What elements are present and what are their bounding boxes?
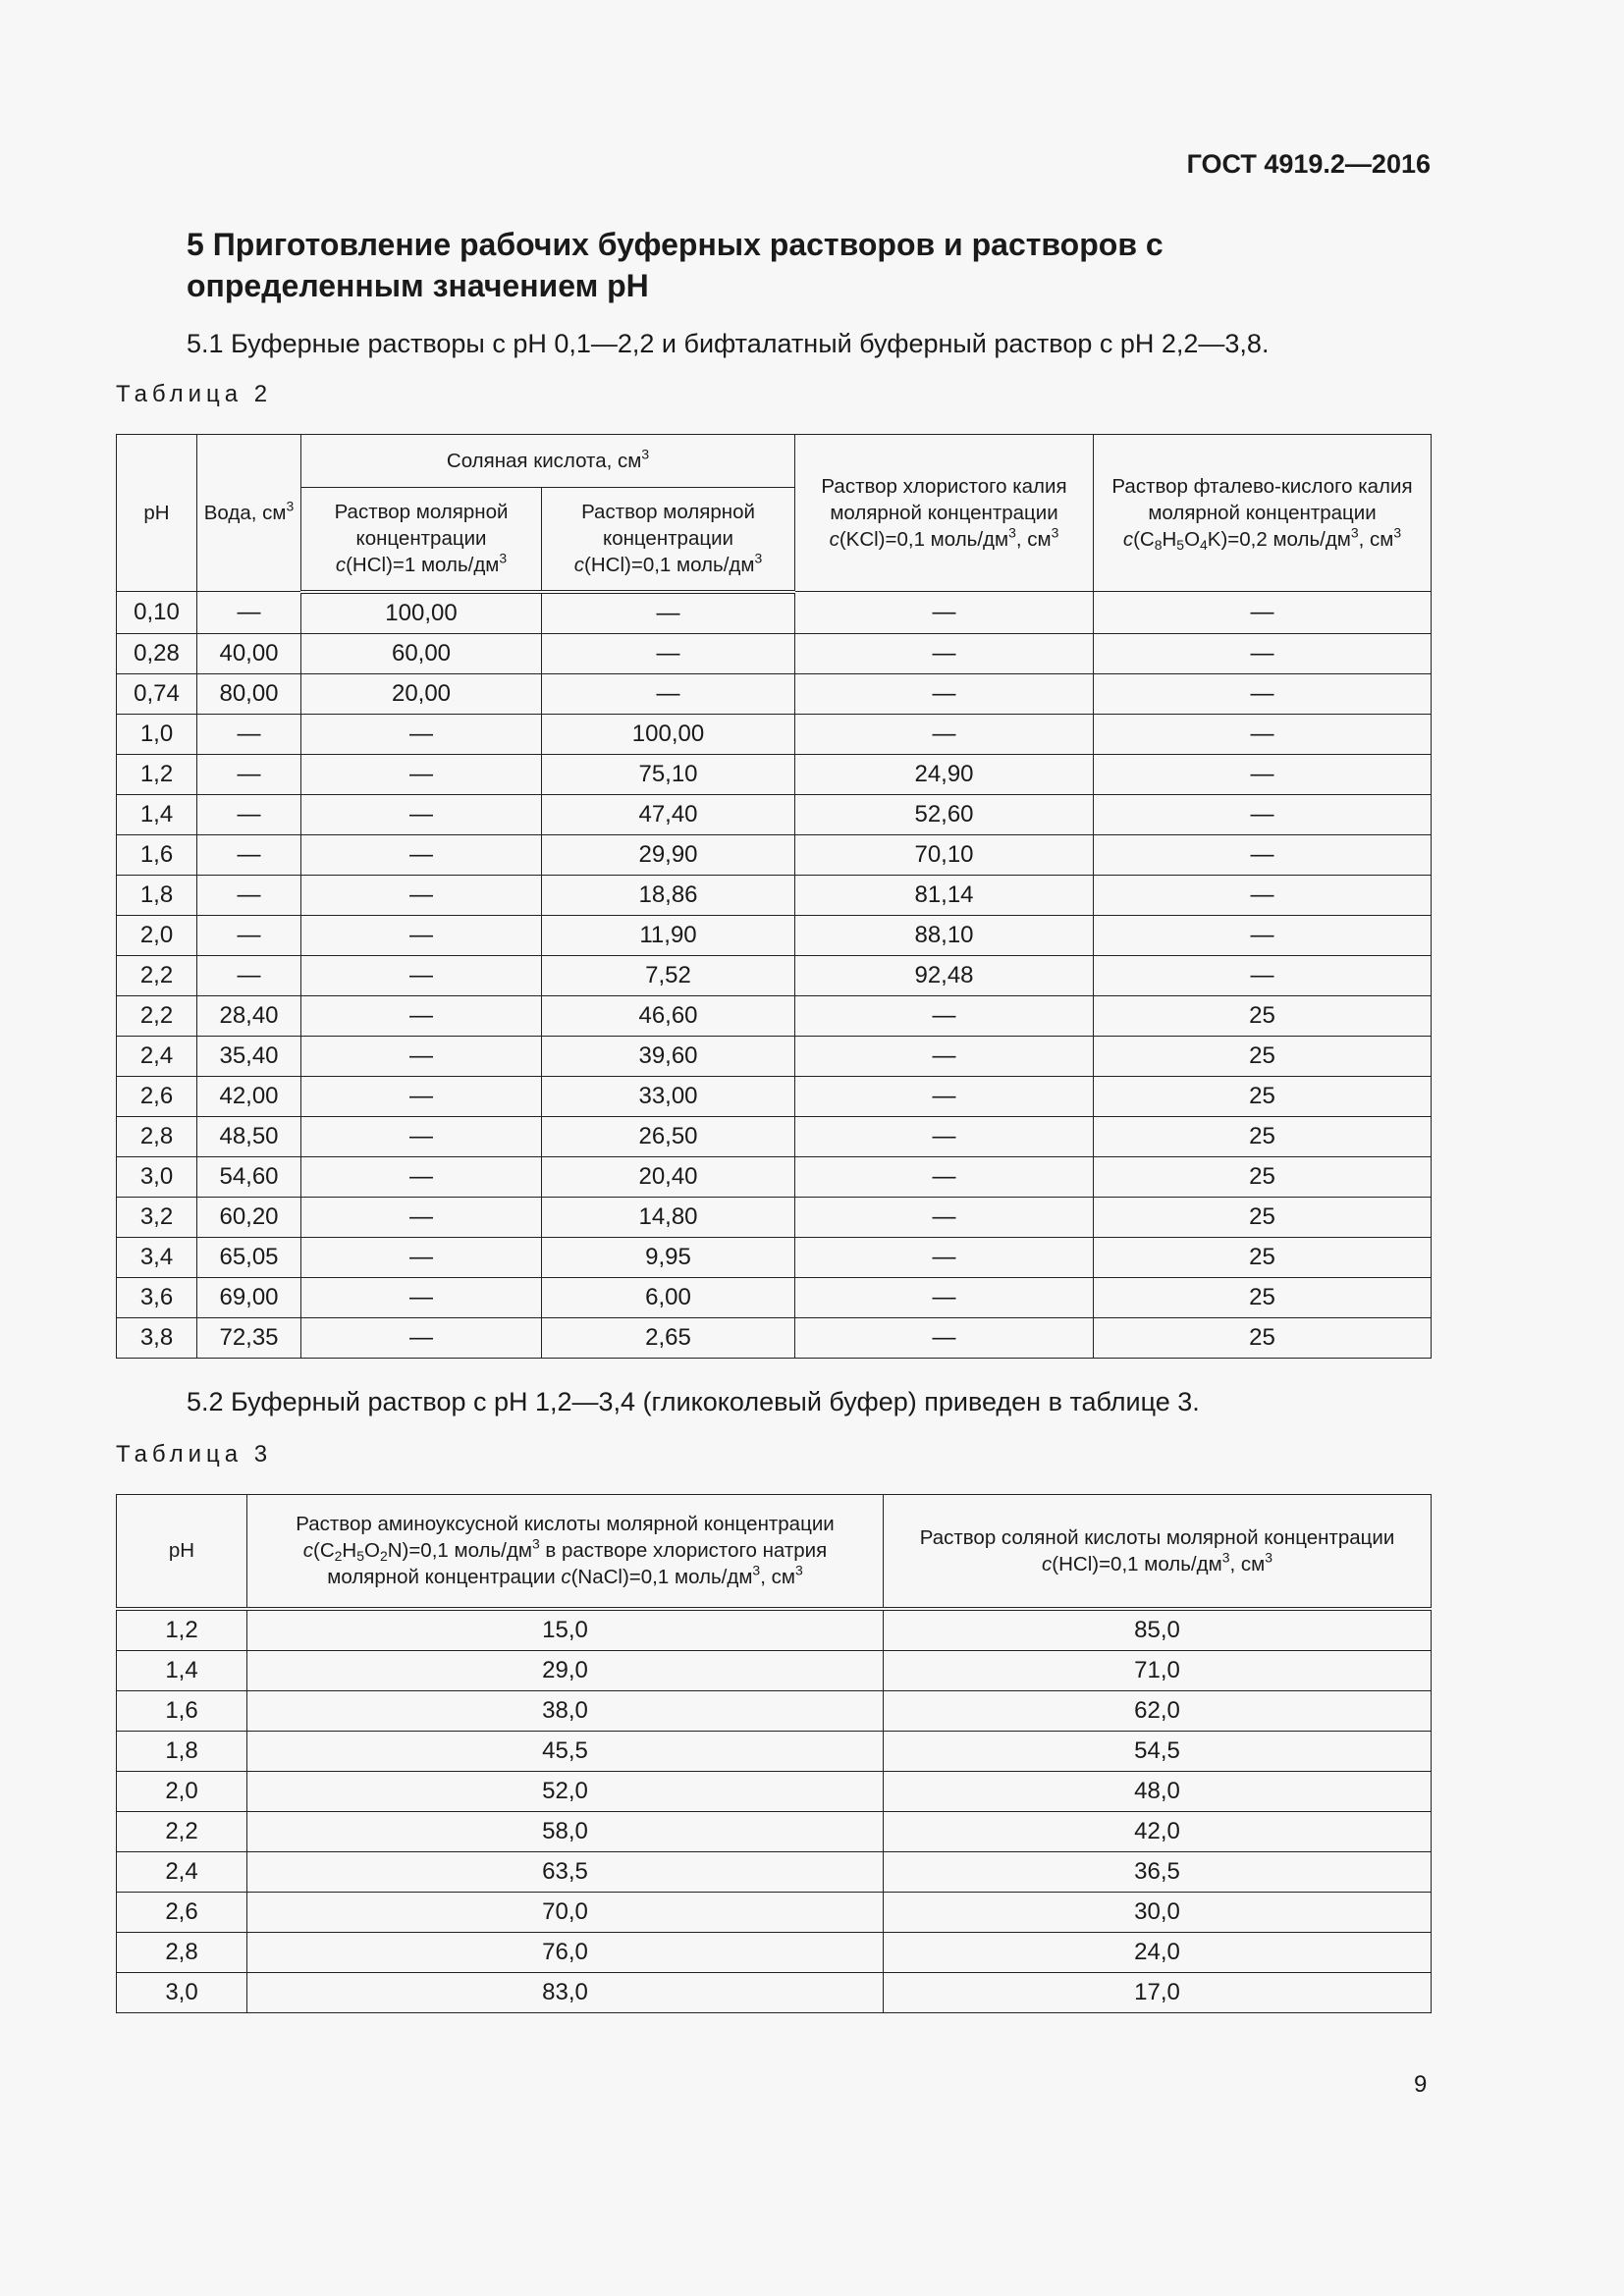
- table-3-cell: 2,6: [117, 1892, 247, 1932]
- table-3-cell: 24,0: [884, 1932, 1432, 1972]
- table-3-caption: Таблица 3: [116, 1441, 273, 1468]
- table-2-cell: —: [301, 1317, 542, 1358]
- table-2-cell: —: [301, 995, 542, 1036]
- table-2-cell: 25: [1094, 995, 1432, 1036]
- table-2-cell: 48,50: [197, 1116, 301, 1156]
- header-hcl-01: [542, 488, 795, 592]
- table-2-row: [117, 754, 1432, 794]
- table-2-cell: —: [197, 875, 301, 915]
- table-2-cell: —: [1094, 714, 1432, 754]
- table-2-cell: 46,60: [542, 995, 795, 1036]
- table-2-caption: Таблица 2: [116, 381, 273, 407]
- table-2-row: [117, 794, 1432, 834]
- table-2-cell: 60,20: [197, 1197, 301, 1237]
- table-3-cell: 71,0: [884, 1650, 1432, 1690]
- table-2-cell: —: [795, 1277, 1094, 1317]
- table-3-cell: 48,0: [884, 1771, 1432, 1811]
- table-2-row: [117, 1277, 1432, 1317]
- table-2-cell: 75,10: [542, 754, 795, 794]
- table-3-cell: 85,0: [884, 1609, 1432, 1651]
- table-2-cell: 20,00: [301, 673, 542, 714]
- table-2-cell: —: [301, 1116, 542, 1156]
- table-2-cell: 2,6: [117, 1076, 197, 1116]
- table-2-cell: 33,00: [542, 1076, 795, 1116]
- table-2-cell: —: [542, 592, 795, 634]
- table-2-cell: —: [795, 995, 1094, 1036]
- table-3-cell: 52,0: [247, 1771, 884, 1811]
- table-3-cell: 17,0: [884, 1972, 1432, 2012]
- table-2-cell: 1,4: [117, 794, 197, 834]
- table-3-row: [117, 1650, 1432, 1690]
- table-3-cell: 2,4: [117, 1851, 247, 1892]
- table-2-cell: 2,8: [117, 1116, 197, 1156]
- table-3-cell: 1,2: [117, 1609, 247, 1651]
- table-2-cell: —: [301, 955, 542, 995]
- table-2-cell: 11,90: [542, 915, 795, 955]
- table-2-cell: —: [301, 754, 542, 794]
- table-2-cell: 65,05: [197, 1237, 301, 1277]
- table-2-cell: 100,00: [542, 714, 795, 754]
- table-2-cell: 2,2: [117, 955, 197, 995]
- table-2-cell: 35,40: [197, 1036, 301, 1076]
- table-2-row: [117, 915, 1432, 955]
- table-3-cell: 63,5: [247, 1851, 884, 1892]
- table-3-row: [117, 1932, 1432, 1972]
- table-2-cell: 25: [1094, 1237, 1432, 1277]
- table-2-row: [117, 592, 1432, 634]
- table-2-cell: —: [197, 834, 301, 875]
- table-2-cell: 39,60: [542, 1036, 795, 1076]
- table-3-row: [117, 1731, 1432, 1771]
- table-2-cell: 25: [1094, 1277, 1432, 1317]
- table-2-cell: 7,52: [542, 955, 795, 995]
- table-2-cell: 70,10: [795, 834, 1094, 875]
- table-3-cell: 2,0: [117, 1771, 247, 1811]
- table-3-cell: 76,0: [247, 1932, 884, 1972]
- table-2-cell: —: [301, 1076, 542, 1116]
- header-glycine-text: Раствор аминоуксусной кислоты молярной концентрации $c(C_2H_5O_2N)=0,1$ моль/$дм^3$ в растворе хлористого натрия молярной концентрации c(NaCl)=0,1 моль/$дм^3$, $см^3$: [296, 1513, 835, 1589]
- table-2-row: [117, 995, 1432, 1036]
- table-2-row: [117, 1156, 1432, 1197]
- table-2-cell: 6,00: [542, 1277, 795, 1317]
- table-3-cell: 30,0: [884, 1892, 1432, 1932]
- table-3-row: [117, 1771, 1432, 1811]
- table-2-cell: —: [1094, 794, 1432, 834]
- table-2-cell: 88,10: [795, 915, 1094, 955]
- table-2-cell: —: [1094, 834, 1432, 875]
- table-2-cell: 2,2: [117, 995, 197, 1036]
- table-2-cell: —: [795, 1116, 1094, 1156]
- table-3-cell: 45,5: [247, 1731, 884, 1771]
- table-2-cell: —: [795, 673, 1094, 714]
- table-2-cell: 47,40: [542, 794, 795, 834]
- header-water: [197, 435, 301, 592]
- table-2-cell: 3,6: [117, 1277, 197, 1317]
- table-2-cell: 60,00: [301, 633, 542, 673]
- table-3: [116, 1494, 1432, 2013]
- table-3-cell: 1,6: [117, 1690, 247, 1731]
- table-2-cell: 25: [1094, 1116, 1432, 1156]
- table-2-cell: 3,0: [117, 1156, 197, 1197]
- table-2-cell: —: [795, 592, 1094, 634]
- header-hcl-01-text: Раствор молярной концентрации c(HCl)=0,1 моль/$дм^3$: [573, 501, 763, 577]
- table-2-cell: —: [1094, 754, 1432, 794]
- table-3-cell: 2,2: [117, 1811, 247, 1851]
- table-2-row: [117, 875, 1432, 915]
- table-2-row: [117, 1197, 1432, 1237]
- table-3-row: [117, 1811, 1432, 1851]
- table-3-cell: 36,5: [884, 1851, 1432, 1892]
- table-2-cell: —: [197, 592, 301, 634]
- table-3-cell: 58,0: [247, 1811, 884, 1851]
- table-2-cell: —: [197, 714, 301, 754]
- table-2-cell: 54,60: [197, 1156, 301, 1197]
- header-kcl-text: Раствор хлористого калия молярной концентрации c(KCl)=0,1 моль/$дм^3$, $см^3$: [821, 475, 1067, 551]
- table-2-cell: 80,00: [197, 673, 301, 714]
- table-2: [116, 434, 1432, 1359]
- table-3-cell: 54,5: [884, 1731, 1432, 1771]
- table-2-cell: —: [795, 714, 1094, 754]
- header-hcl-group: [301, 435, 795, 488]
- header-ph: pH: [117, 435, 197, 592]
- table-3-row: [117, 1972, 1432, 2012]
- table-3-cell: 1,8: [117, 1731, 247, 1771]
- table-2-row: [117, 834, 1432, 875]
- table-3-cell: 42,0: [884, 1811, 1432, 1851]
- header-hcl: [884, 1495, 1432, 1609]
- table-3-row: [117, 1892, 1432, 1932]
- table-2-cell: 92,48: [795, 955, 1094, 995]
- table-2-cell: 72,35: [197, 1317, 301, 1358]
- table-2-row: [117, 673, 1432, 714]
- table-2-cell: —: [1094, 955, 1432, 995]
- table-2-row: [117, 714, 1432, 754]
- table-3-cell: 83,0: [247, 1972, 884, 2012]
- table-3-cell: 70,0: [247, 1892, 884, 1932]
- table-2-cell: —: [795, 1237, 1094, 1277]
- table-2-cell: 42,00: [197, 1076, 301, 1116]
- table-2-cell: 2,0: [117, 915, 197, 955]
- table-2-body: [117, 592, 1432, 1359]
- table-2-cell: 29,90: [542, 834, 795, 875]
- table-2-cell: 1,0: [117, 714, 197, 754]
- table-2-cell: —: [1094, 875, 1432, 915]
- table-2-cell: —: [197, 955, 301, 995]
- table-2-cell: 25: [1094, 1036, 1432, 1076]
- table-3-row: [117, 1690, 1432, 1731]
- table-2-cell: 25: [1094, 1076, 1432, 1116]
- table-2-cell: —: [301, 1277, 542, 1317]
- header-water-text: Вода, $см^3$: [203, 498, 295, 524]
- header-phthalate: [1094, 435, 1432, 592]
- table-2-cell: —: [301, 794, 542, 834]
- table-2-cell: —: [795, 1317, 1094, 1358]
- header-hcl-1: [301, 488, 542, 592]
- paragraph-5-1: 5.1 Буферные растворы с pH 0,1—2,2 и бифталатный буферный раствор с pH 2,2—3,8.: [187, 329, 1270, 358]
- table-2-cell: 3,8: [117, 1317, 197, 1358]
- table-2-cell: 25: [1094, 1317, 1432, 1358]
- table-2-cell: 24,90: [795, 754, 1094, 794]
- table-2-cell: 52,60: [795, 794, 1094, 834]
- table-2-cell: —: [301, 1237, 542, 1277]
- table-2-cell: —: [795, 1156, 1094, 1197]
- table-2-row: [117, 955, 1432, 995]
- table-2-row: [117, 1076, 1432, 1116]
- table-2-cell: —: [795, 633, 1094, 673]
- section-title: 5 Приготовление рабочих буферных растворов и растворов с определенным значением pH: [187, 227, 1164, 303]
- header-kcl: [795, 435, 1094, 592]
- table-2-cell: 20,40: [542, 1156, 795, 1197]
- table-3-body: [117, 1609, 1432, 2013]
- page-number: 9: [1414, 2071, 1428, 2098]
- table-2-row: [117, 1317, 1432, 1358]
- table-2-cell: 2,4: [117, 1036, 197, 1076]
- table-3-cell: 15,0: [247, 1609, 884, 1651]
- table-2-row: [117, 1237, 1432, 1277]
- table-2-cell: —: [1094, 633, 1432, 673]
- table-2-cell: 2,65: [542, 1317, 795, 1358]
- table-3-cell: 62,0: [884, 1690, 1432, 1731]
- table-2-cell: —: [1094, 592, 1432, 634]
- table-2-cell: 81,14: [795, 875, 1094, 915]
- header-ph: pH: [117, 1495, 247, 1609]
- table-2-cell: —: [301, 915, 542, 955]
- paragraph-5-2: 5.2 Буферный раствор с pH 1,2—3,4 (гликоколевый буфер) приведен в таблице 3.: [187, 1387, 1200, 1416]
- table-2-cell: —: [542, 673, 795, 714]
- table-2-cell: 14,80: [542, 1197, 795, 1237]
- table-2-cell: 40,00: [197, 633, 301, 673]
- table-2-cell: —: [301, 714, 542, 754]
- table-2-cell: 0,74: [117, 673, 197, 714]
- table-3-cell: 29,0: [247, 1650, 884, 1690]
- table-2-row: [117, 1116, 1432, 1156]
- header-hcl-text: Раствор соляной кислоты молярной концентрации c(HCl)=0,1 моль/$дм^3$, $см^3$: [919, 1525, 1395, 1575]
- table-2-cell: —: [301, 1156, 542, 1197]
- table-2-cell: 18,86: [542, 875, 795, 915]
- table-2-cell: 25: [1094, 1197, 1432, 1237]
- table-3-cell: 1,4: [117, 1650, 247, 1690]
- table-2-cell: 0,10: [117, 592, 197, 634]
- table-2-cell: —: [1094, 915, 1432, 955]
- table-2-cell: —: [301, 875, 542, 915]
- table-2-cell: 9,95: [542, 1237, 795, 1277]
- table-2-cell: —: [795, 1076, 1094, 1116]
- table-2-cell: —: [197, 754, 301, 794]
- table-2-row: [117, 633, 1432, 673]
- table-3-cell: 38,0: [247, 1690, 884, 1731]
- table-2-cell: —: [301, 834, 542, 875]
- table-2-cell: —: [795, 1036, 1094, 1076]
- document-code: ГОСТ 4919.2—2016: [1186, 149, 1431, 179]
- table-3-row: [117, 1851, 1432, 1892]
- table-2-cell: 0,28: [117, 633, 197, 673]
- table-2-cell: 69,00: [197, 1277, 301, 1317]
- table-2-cell: —: [301, 1036, 542, 1076]
- table-3-cell: 3,0: [117, 1972, 247, 2012]
- table-2-cell: 3,4: [117, 1237, 197, 1277]
- table-2-row: [117, 1036, 1432, 1076]
- table-2-cell: 1,8: [117, 875, 197, 915]
- table-2-cell: 25: [1094, 1156, 1432, 1197]
- header-hcl-1-text: Раствор молярной концентрации c(HCl)=1 моль/$дм^3$: [334, 501, 509, 577]
- table-3-cell: 2,8: [117, 1932, 247, 1972]
- table-2-cell: 100,00: [301, 592, 542, 634]
- header-phthalate-text: Раствор фталево-кислого калия молярной концентрации $c(C_8H_5O_4K)=0,2$ моль/$дм^3$, $см^3$: [1111, 475, 1413, 554]
- table-2-cell: —: [197, 915, 301, 955]
- table-2-cell: —: [301, 1197, 542, 1237]
- table-2-cell: 26,50: [542, 1116, 795, 1156]
- table-2-cell: —: [1094, 673, 1432, 714]
- table-2-cell: 1,6: [117, 834, 197, 875]
- table-2-cell: —: [795, 1197, 1094, 1237]
- header-hcl-group-text: Соляная кислота, $см^3$: [446, 446, 650, 472]
- table-2-cell: 1,2: [117, 754, 197, 794]
- table-2-cell: —: [542, 633, 795, 673]
- header-glycine: [247, 1495, 884, 1609]
- table-2-cell: —: [197, 794, 301, 834]
- table-2-cell: 28,40: [197, 995, 301, 1036]
- table-3-row: [117, 1609, 1432, 1651]
- table-2-cell: 3,2: [117, 1197, 197, 1237]
